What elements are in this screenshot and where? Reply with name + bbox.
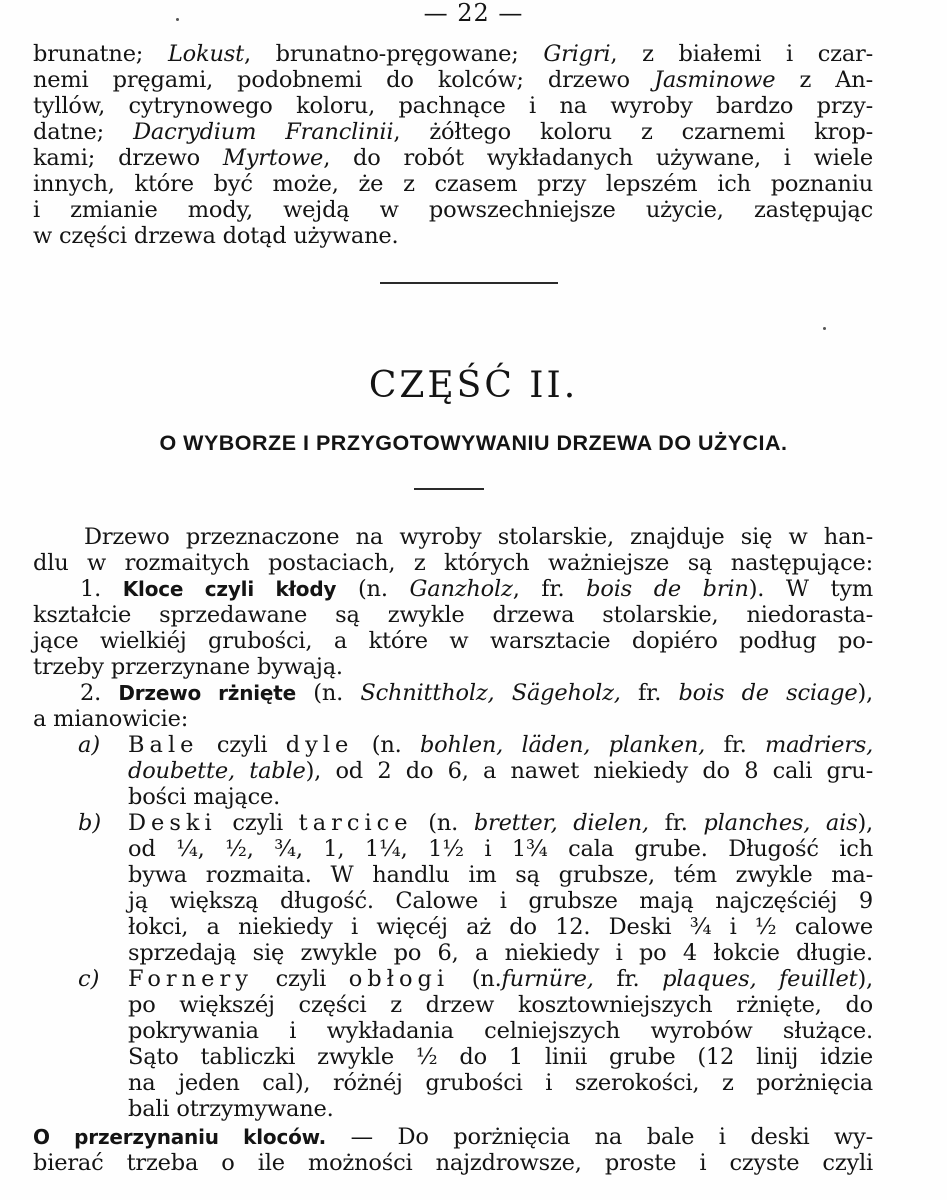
- title-divider: [414, 488, 484, 490]
- top-paragraph-line: i zmianie mody, wejdą w powszechniejsze użycie, zastępując: [33, 197, 873, 223]
- sub-b-line: sprzedają się zwykle po 6, a niekiedy i po 4 łokcie długie.: [128, 940, 873, 966]
- term-jasminowe: Jasminowe: [654, 67, 776, 93]
- top-paragraph-line: nemi pręgami, podobnemi do kolców; drzewo Jasminowe z An-: [33, 67, 873, 93]
- final-line: bierać trzeba o ile możności najzdrowsze, proste i czyste czyli: [33, 1150, 873, 1176]
- sub-b-line: bywa rozmaita. W handlu im są grubsze, tém zwykle ma-: [128, 862, 873, 888]
- final-term: O przerzynaniu kloców.: [33, 1125, 327, 1149]
- sub-b-line: łokci, a niekiedy i więcéj aż do 12. Deski ¾ i ½ calowe: [128, 914, 873, 940]
- sub-c-line: na jeden cal), różnéj grubości i szerokości, z porżnięcia: [128, 1070, 873, 1096]
- final-line: O przerzynaniu kloców. — Do porżnięcia na bale i deski wy-: [33, 1124, 873, 1150]
- sub-c-line: po większéj części z drzew kosztowniejszych rżnięte, do: [128, 992, 873, 1018]
- sub-a-line: doubette, table), od 2 do 6, a nawet niekiedy do 8 cali gru-: [128, 758, 873, 784]
- sub-b-line: Deski czyli tarcice (n. bretter, dielen, fr. planches, ais),: [128, 810, 874, 836]
- sub-c-line: bali otrzymywane.: [128, 1096, 334, 1122]
- section-divider: [380, 282, 558, 284]
- item-1-line: jące wielkiéj grubości, a które w warsztacie dopiéro podług po-: [33, 628, 873, 654]
- print-speck: [823, 327, 826, 330]
- sub-a-line: Bale czyli dyle (n. bohlen, läden, planken, fr. madriers,: [128, 732, 874, 758]
- intro-line: Drzewo przeznaczone na wyroby stolarskie, znajduje się w han-: [84, 524, 873, 550]
- sub-b-term: Deski: [128, 810, 217, 836]
- sub-a-term: Bale: [128, 732, 199, 758]
- sub-a-label: a): [78, 732, 101, 758]
- term-dacrydium: Dacrydium Franclinii: [133, 119, 394, 145]
- item-2-term: Drzewo rżnięte: [118, 681, 296, 705]
- sub-c-line: Fornery czyli obłogi (n.furnüre, fr. plaques, feuillet),: [128, 966, 874, 992]
- item-2-line: a mianowicie:: [33, 706, 189, 732]
- term-grigri: Grigri: [543, 41, 611, 67]
- intro-line: dlu w rozmaitych postaciach, z których ważniejsze są następujące:: [33, 550, 873, 576]
- sub-c-line: Sąto tabliczki zwykle ½ do 1 linii grube (12 linij idzie: [128, 1044, 873, 1070]
- print-speck: [176, 18, 179, 21]
- item-1-line: 1. Kloce czyli kłody (n. Ganzholz, fr. bois de brin). W tym: [80, 576, 874, 602]
- top-paragraph-line: brunatne; Lokust, brunatno-pręgowane; Grigri, z białemi i czar-: [33, 41, 873, 67]
- top-paragraph-line: w części drzewa dotąd używane.: [33, 223, 399, 249]
- page-number: — 22 —: [423, 0, 524, 27]
- sub-c-line: pokrywania i wykładania celniejszych wyrobów służące.: [128, 1018, 873, 1044]
- sub-c-label: c): [78, 966, 100, 992]
- item-1-line: kształcie sprzedawane są zwykle drzewa stolarskie, niedorasta-: [33, 602, 873, 628]
- sub-a-line: bości mające.: [128, 784, 281, 810]
- sub-b-label: b): [78, 810, 102, 836]
- term-myrtowe: Myrtowe: [222, 145, 324, 171]
- top-paragraph-line: datne; Dacrydium Franclinii, żółtego koloru z czarnemi krop-: [33, 119, 874, 145]
- top-paragraph-line: kami; drzewo Myrtowe, do robót wykładanych używane, i wiele: [33, 145, 873, 171]
- item-1-line: trzeby przerzynane bywają.: [33, 654, 343, 680]
- sub-b-line: od ¼, ½, ¾, 1, 1¼, 1½ i 1¾ cala grube. Długość ich: [128, 836, 873, 862]
- sub-b-line: ją większą długość. Calowe i grubsze mają najczęściéj 9: [128, 888, 873, 914]
- item-1-term: Kloce czyli kłody: [122, 577, 337, 601]
- part-title: CZĘŚĆ II.: [368, 365, 579, 406]
- item-2-line: 2. Drzewo rżnięte (n. Schnittholz, Sägeholz, fr. bois de sciage),: [80, 680, 873, 706]
- top-paragraph-line: innych, które być może, że z czasem przy lepszém ich poznaniu: [33, 171, 873, 197]
- term-lokust: Lokust: [167, 41, 244, 67]
- part-subtitle: O WYBORZE I PRZYGOTOWYWANIU DRZEWA DO UŻYCIA.: [159, 431, 788, 455]
- sub-c-term: Fornery: [128, 966, 253, 992]
- top-paragraph-line: tyllów, cytrynowego koloru, pachnące i na wyroby bardzo przy-: [33, 93, 873, 119]
